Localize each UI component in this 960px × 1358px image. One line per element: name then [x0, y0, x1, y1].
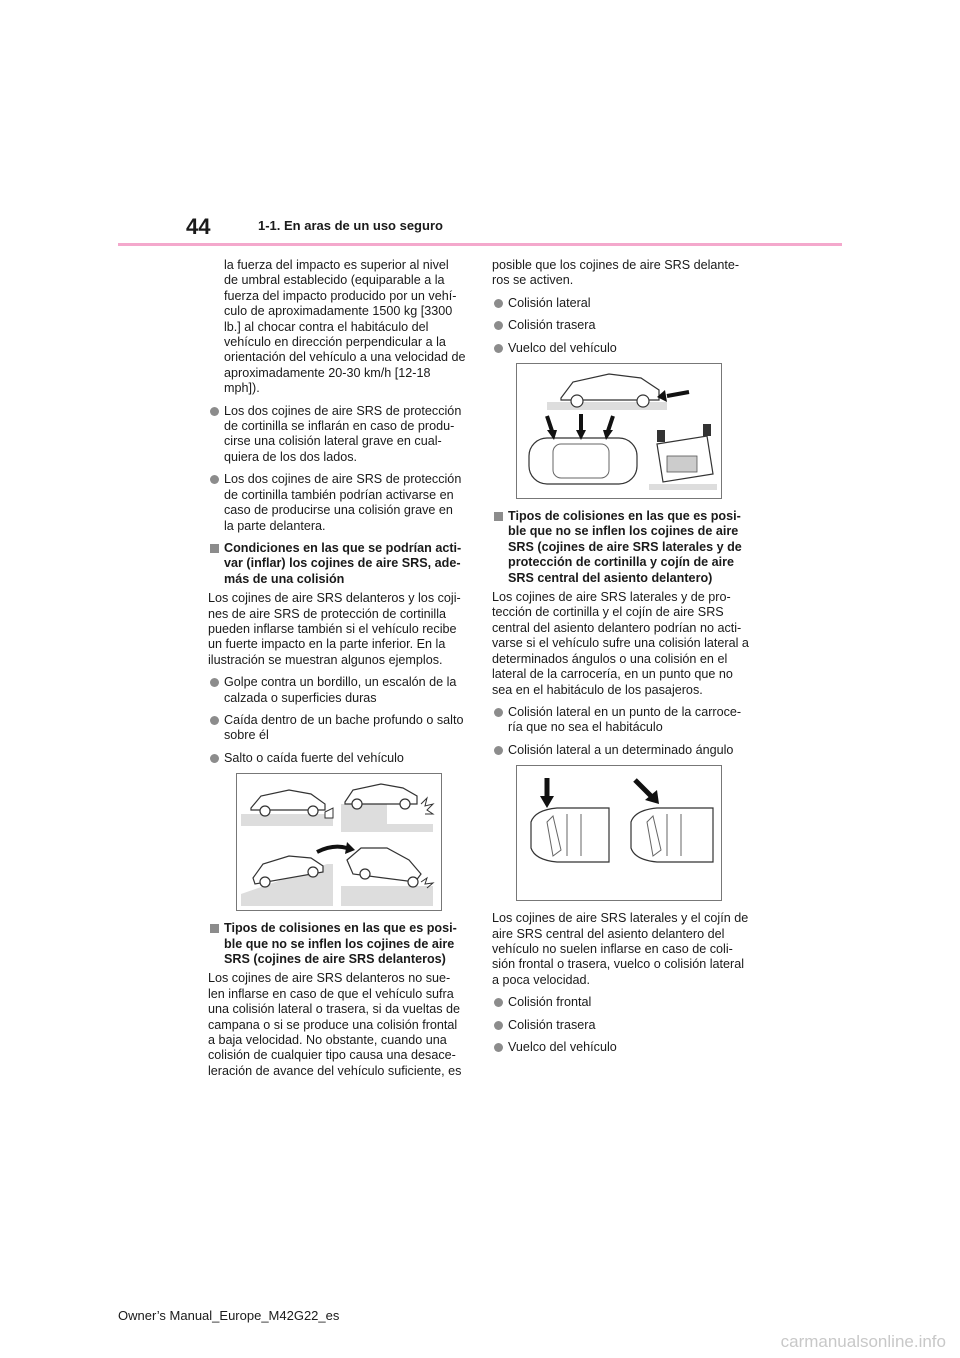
bullet-dot-icon: [494, 746, 503, 755]
heading-text: Condiciones en las que se podrían acti-var (inflar) los cojines de aire SRS, ade-más de una colisión: [224, 540, 462, 586]
heading-square-icon: [494, 512, 503, 521]
list-item-text: Colisión lateral a un determinado ángulo: [508, 742, 734, 757]
bullet-dot-icon: [494, 344, 503, 353]
bullet-dot-icon: [494, 1021, 503, 1030]
list-item: [208, 675, 466, 706]
bullet-dot-icon: [494, 708, 503, 717]
list-item-text: Colisión lateral: [508, 295, 591, 310]
list-item: [208, 404, 466, 466]
side-rear-rollover-illustration: [516, 363, 722, 499]
list-item: [492, 995, 750, 1010]
heading-text: Tipos de colisiones en las que es posi-ble que no se inflen los cojines de aire SRS (cojines de aire SRS delanteros): [224, 921, 457, 966]
list-item: [492, 318, 750, 333]
list-item-text: Colisión trasera: [508, 1017, 596, 1032]
list-item: [208, 751, 466, 766]
list-item: [492, 705, 750, 736]
bullet-dot-icon: [494, 1043, 503, 1052]
heading-square-icon: [210, 924, 219, 933]
bullet-dot-icon: [210, 754, 219, 763]
watermark: carmanualsonline.info: [780, 1332, 946, 1351]
list-item: [208, 472, 466, 534]
body-paragraph: Los cojines de aire SRS laterales y el cojín de aire SRS central del asiento delantero del vehículo no suelen inflarse en caso de coli-sión frontal o trasera, vuelco o colisión lateral a poca velocidad.: [492, 911, 749, 987]
bullet-dot-icon: [210, 716, 219, 725]
bullet-dot-icon: [494, 299, 503, 308]
list-item-text: Salto o caída fuerte del vehículo: [224, 750, 404, 765]
section-heading: [208, 541, 466, 587]
list-item-text: Colisión frontal: [508, 995, 592, 1010]
car-illustration: [517, 364, 721, 498]
list-item: [208, 713, 466, 744]
continued-paragraph: posible que los cojines de aire SRS delante-ros se activen.: [492, 258, 740, 288]
bullet-dot-icon: [210, 678, 219, 687]
list-item-text: Golpe contra un bordillo, un escalón de la calzada o superficies duras: [224, 675, 457, 705]
car-illustration: [517, 766, 721, 900]
section-heading: [208, 921, 466, 967]
list-item: [492, 743, 750, 758]
angled-side-impact-illustration: [516, 765, 722, 901]
section-heading: [492, 509, 750, 586]
list-item-text: Los dos cojines de aire SRS de protección de cortinilla se inflarán en caso de produ-cirse una colisión lateral grave en cual-quiera de los dos lados.: [224, 403, 462, 464]
list-item: [492, 1018, 750, 1033]
list-item: [492, 296, 750, 311]
bullet-dot-icon: [494, 321, 503, 330]
undercarriage-impact-illustration: [236, 773, 442, 911]
list-item-text: Los dos cojines de aire SRS de protección de cortinilla también podrían activarse en caso de producirse una colisión grave en la parte delantera.: [224, 472, 462, 533]
header-rule: [118, 243, 842, 246]
body-paragraph: Los cojines de aire SRS delanteros no sue-len inflarse en caso de que el vehículo sufra una colisión lateral o trasera, si da vueltas de campana o si se produce una colisión frontal a baja velocidad. No obstante, cuando una colisión de cualquier tipo causa una desace-leración de avance del vehículo suficiente, es: [208, 971, 462, 1078]
bullet-dot-icon: [210, 475, 219, 484]
list-item-text: Vuelco del vehículo: [508, 340, 617, 355]
list-item: [492, 1040, 750, 1055]
car-illustration: [237, 774, 441, 910]
section-title: 1-1. En aras de un uso seguro: [258, 218, 443, 233]
right-column: [492, 258, 750, 1062]
continued-paragraph: la fuerza del impacto es superior al nivel de umbral establecido (equiparable a la fuerza del impacto producido por un vehí-culo de aproximadamente 1500 kg [3300 lb.] al chocar contra el habitáculo del vehículo en dirección perpendicular a la orientación del vehículo a una velocidad de aproximadamente 20-30 km/h [12-18 mph]).: [224, 258, 466, 396]
heading-text: Tipos de colisiones en las que es posi-ble que no se inflen los cojines de aire SRS (cojines de aire SRS laterales y de protección de cortinilla y cojín de aire SRS central del asiento delantero): [508, 509, 742, 585]
bullet-dot-icon: [494, 998, 503, 1007]
body-paragraph: Los cojines de aire SRS delanteros y los coji-nes de aire SRS de protección de cortinilla pueden inflarse también si el vehículo recibe un fuerte impacto en la parte inferior. En la ilustración se muestran algunos ejemplos.: [208, 591, 461, 667]
list-item-text: Colisión lateral en un punto de la carroce-ría que no sea el habitáculo: [508, 704, 742, 735]
list-item: [492, 341, 750, 356]
left-column: [208, 258, 466, 1086]
list-item-text: Caída dentro de un bache profundo o salto sobre él: [224, 712, 464, 743]
footer-manual-id: Owner’s Manual_Europe_M42G22_es: [118, 1308, 340, 1323]
body-paragraph: Los cojines de aire SRS laterales y de pro-tección de cortinilla y el cojín de aire SRS central del asiento delantero podrían no acti-varse si el vehículo sufre una colisión lateral a determinados ángulos o una colisión en el lateral de la carrocería, en un punto que no sea en el habitáculo de los pasajeros.: [492, 590, 749, 697]
impact-arrow-icon: [667, 392, 689, 396]
list-item-text: Colisión trasera: [508, 318, 596, 333]
list-item-text: Vuelco del vehículo: [508, 1039, 617, 1054]
page-number: 44: [186, 214, 211, 239]
impact-arrow-icon: [317, 847, 347, 852]
bullet-dot-icon: [210, 407, 219, 416]
heading-square-icon: [210, 544, 219, 553]
